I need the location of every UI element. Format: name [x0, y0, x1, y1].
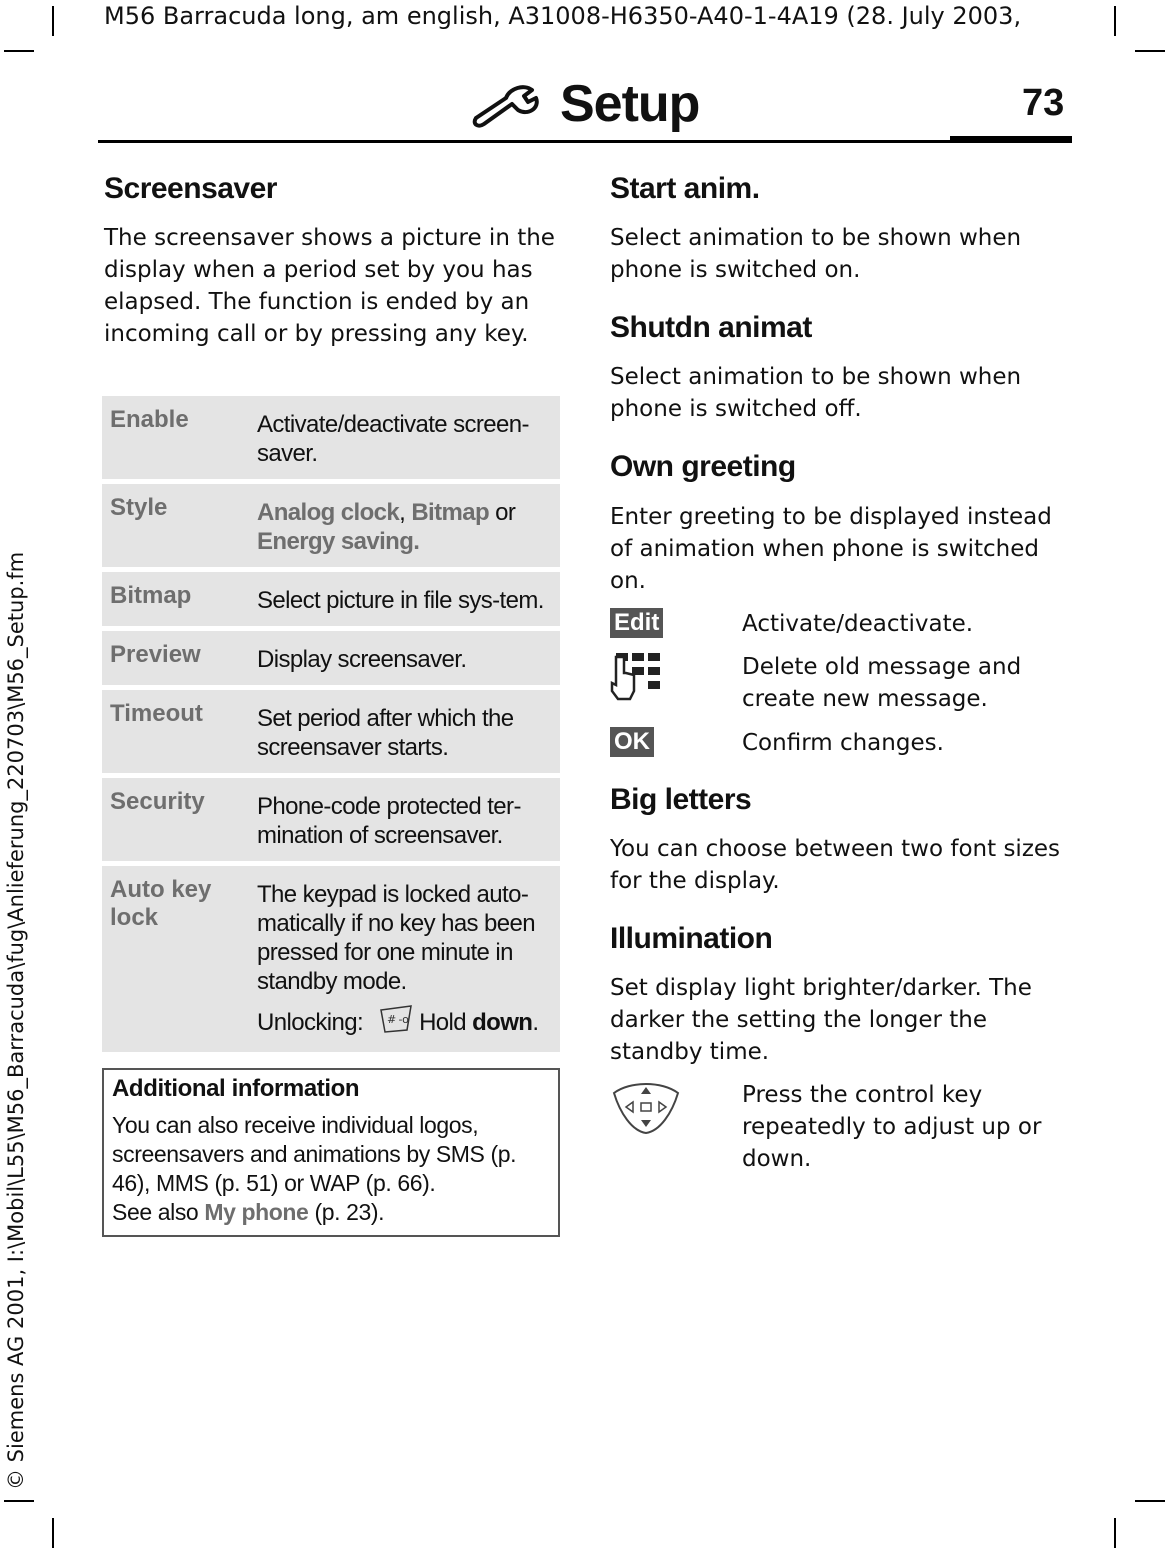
- option-name: Auto key lock: [110, 876, 212, 931]
- page-number: 73: [1022, 82, 1065, 124]
- big-letters-heading: Big letters: [610, 783, 752, 816]
- option-name: Preview: [110, 641, 201, 668]
- crop-mark: [4, 1500, 34, 1502]
- option-name: Enable: [110, 406, 189, 433]
- edit-softkey[interactable]: Edit: [610, 608, 663, 638]
- option-description: Phone-code protected ter-mination of screensaver.: [257, 793, 521, 849]
- own-greeting-heading: Own greeting: [610, 450, 796, 483]
- shutdown-anim-heading: Shutdn animat: [610, 311, 812, 344]
- title-text: Setup: [560, 75, 700, 133]
- page-title: [470, 74, 699, 134]
- option-description: Activate/deactivate screen-saver.: [257, 411, 529, 467]
- ok-row: [610, 727, 944, 759]
- table-row-security: [102, 778, 560, 861]
- see-also-label: See also: [112, 1199, 199, 1225]
- copyright-path-note: © Siemens AG 2001, I:\Mobil\L55\M56_Barracuda\fug\Anlieferung_220703\M56_Setup.fm: [4, 551, 28, 1490]
- control-key-icon: [610, 1120, 682, 1139]
- start-anim-heading: Start anim.: [610, 172, 760, 205]
- hold-text: Hold: [419, 1009, 467, 1036]
- style-option-energy: Energy saving.: [257, 528, 420, 555]
- option-description: [257, 494, 552, 556]
- page-ref: (p. 23).: [314, 1199, 385, 1225]
- option-name: Style: [110, 494, 168, 521]
- keypad-row: [610, 651, 1072, 715]
- shutdown-anim-text: Select animation to be shown when phone is switched off.: [610, 364, 1022, 422]
- additional-info-box: [102, 1068, 560, 1237]
- wrench-icon: [470, 74, 550, 134]
- option-description: Set period after which the screensaver starts.: [257, 705, 514, 761]
- crop-mark: [1135, 50, 1165, 52]
- see-also-line: [112, 1198, 550, 1227]
- control-key-description: Press the control key repeatedly to adjust up or down.: [742, 1082, 1042, 1172]
- control-key-row: [610, 1079, 1072, 1175]
- keypad-icon: [610, 696, 666, 715]
- option-name: Timeout: [110, 700, 203, 727]
- crop-mark: [1114, 6, 1116, 36]
- separator: or: [489, 499, 516, 526]
- option-description: [257, 876, 552, 1041]
- unlock-label: Unlocking:: [257, 1009, 364, 1036]
- keypad-description: Delete old message and create new message.: [742, 654, 1022, 712]
- table-row-enable: [102, 396, 560, 479]
- my-phone-link[interactable]: My phone: [204, 1199, 309, 1225]
- option-description: Select picture in file sys-tem.: [257, 587, 544, 614]
- big-letters-text: You can choose between two font sizes for the display.: [610, 836, 1061, 894]
- crop-mark: [52, 6, 54, 36]
- edit-description: Activate/deactivate.: [742, 611, 974, 637]
- info-text: You can also receive individual logos, screensavers and animations by SMS (p. 46), MMS (p. 51) or WAP (p. 66).: [112, 1112, 517, 1196]
- svg-text:# -o: # -o: [387, 1013, 409, 1026]
- separator: ,: [399, 499, 412, 526]
- own-greeting-text: Enter greeting to be displayed instead of animation when phone is switched on.: [610, 504, 1052, 594]
- period: .: [532, 1009, 539, 1036]
- auto-lock-description: The keypad is locked auto-matically if no key has been pressed for one minute in standby mode.: [257, 881, 536, 995]
- document-meta-line: M56 Barracuda long, am english, A31008-H6350-A40-1-4A19 (28. July 2003,: [104, 2, 1022, 30]
- crop-mark: [1135, 1500, 1165, 1502]
- unlock-instruction: [257, 1004, 552, 1041]
- table-row-timeout: [102, 690, 560, 773]
- illumination-text: Set display light brighter/darker. The darker the setting the longer the standby time.: [610, 975, 1032, 1065]
- style-option-analog: Analog clock: [257, 499, 400, 526]
- header-rule-accent: [950, 136, 1072, 143]
- settings-table: [102, 396, 560, 1057]
- illumination-heading: Illumination: [610, 922, 773, 955]
- screensaver-heading: Screensaver: [104, 172, 277, 205]
- table-row-auto-key-lock: [102, 866, 560, 1052]
- info-heading: Additional information: [112, 1075, 360, 1102]
- header-rule: [98, 140, 1072, 143]
- option-name: Bitmap: [110, 582, 192, 609]
- option-description: Display screensaver.: [257, 646, 467, 673]
- start-anim-text: Select animation to be shown when phone is switched on.: [610, 225, 1022, 283]
- ok-softkey[interactable]: OK: [610, 727, 654, 757]
- crop-mark: [1114, 1518, 1116, 1548]
- table-row-bitmap: [102, 572, 560, 626]
- style-option-bitmap: Bitmap: [411, 499, 490, 526]
- hash-key-icon: [377, 1004, 415, 1041]
- edit-row: [610, 608, 973, 640]
- table-row-preview: [102, 631, 560, 685]
- down-text: down: [472, 1009, 533, 1036]
- crop-mark: [4, 50, 34, 52]
- screensaver-text: The screensaver shows a picture in the display when a period set by you has elapsed. The function is ended by an incoming call or by pressing any key.: [104, 225, 555, 347]
- crop-mark: [52, 1518, 54, 1548]
- option-name: Security: [110, 788, 205, 815]
- table-row-style: [102, 484, 560, 567]
- ok-description: Confirm changes.: [742, 730, 944, 756]
